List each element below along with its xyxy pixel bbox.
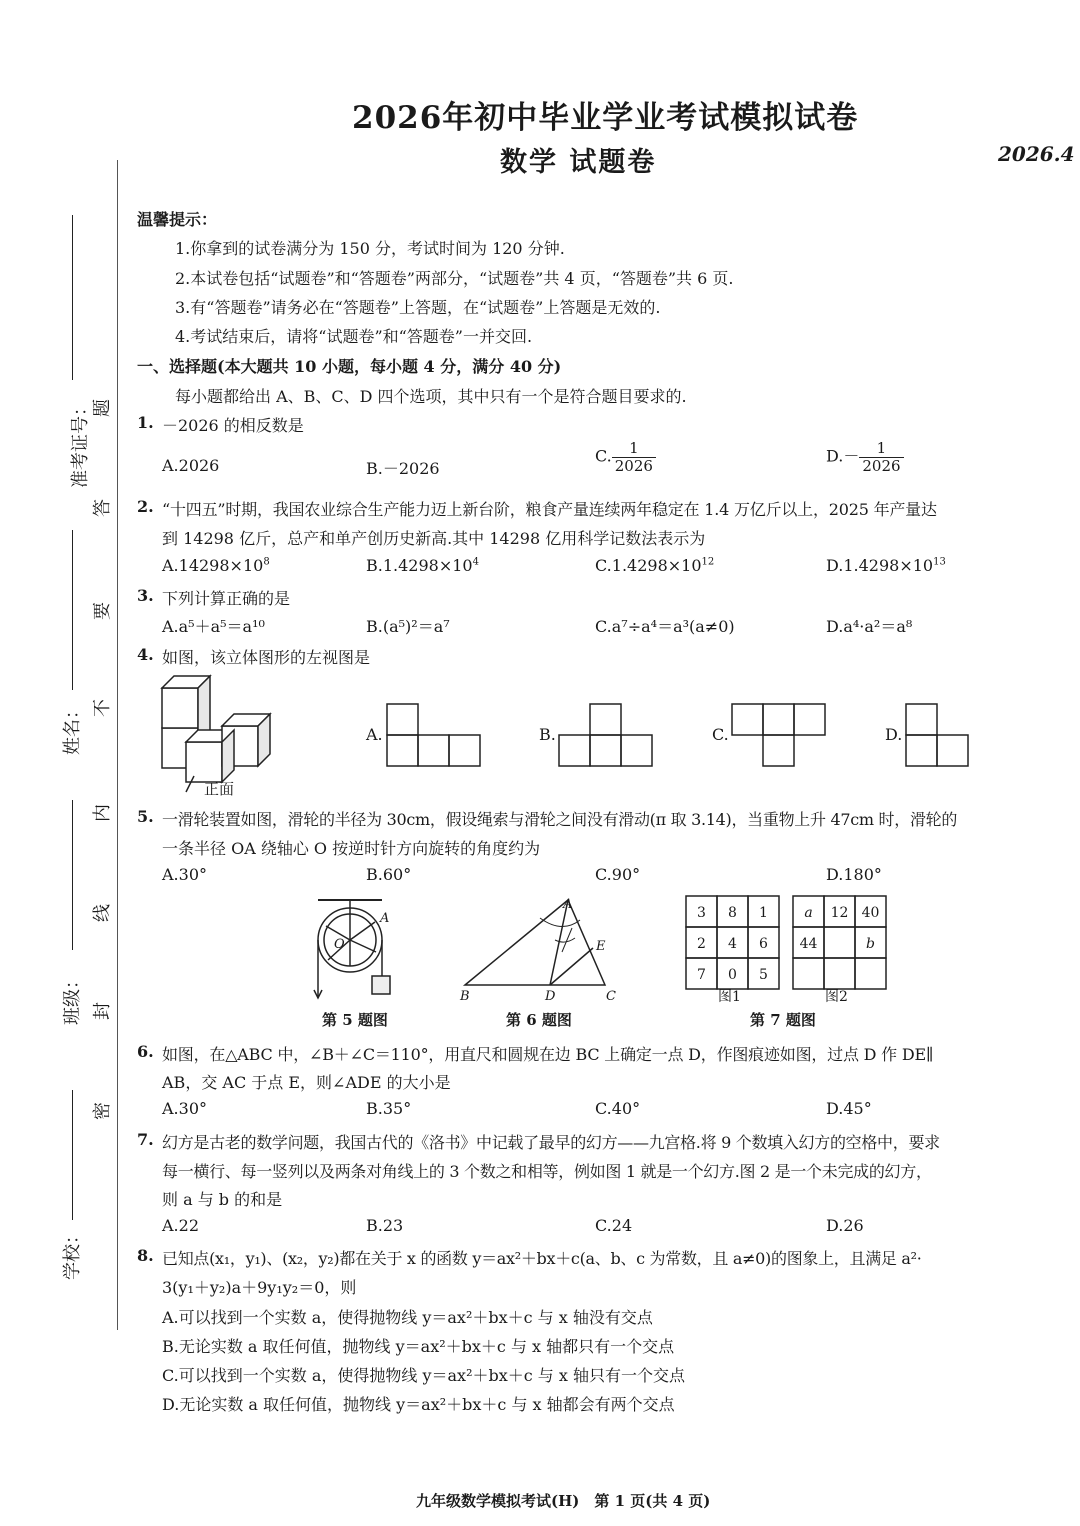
figures-row [300, 890, 900, 1035]
magic-square-value: 8 [728, 905, 737, 921]
magic-square-cell [793, 958, 824, 989]
q1-c-prefix: C. [595, 446, 612, 466]
fig6-triangle [465, 900, 605, 985]
q4-option-d-figure [906, 704, 968, 766]
magic-square-value: 40 [861, 905, 880, 921]
q2-option-c [595, 556, 714, 575]
q8-line1: 已知点(x₁，y₁)、(x₂，y₂)都在关于 x 的函数 y＝ax²＋bx＋c(a、b、c 为常数，且 a≠0)的图象上，且满足 a²· [162, 1249, 922, 1268]
q4-option-d: D. [885, 725, 903, 744]
seal-char: 内 [92, 804, 113, 822]
q4-option-a-figure [387, 704, 480, 766]
seal-char: 密 [92, 1102, 113, 1120]
fig6-label-a: A [563, 897, 573, 912]
fig5-label-a: A [380, 911, 390, 926]
q4-option-c: C. [712, 725, 729, 744]
q8-number: 8. [137, 1246, 154, 1265]
q1-option-c [595, 440, 656, 474]
seal-char: 题 [92, 399, 113, 417]
magic-square-value: a [804, 905, 813, 921]
q8-option-b: B.无论实数 a 取任何值，抛物线 y＝ax²＋bx＋c 与 x 轴都只有一个交点 [162, 1337, 675, 1356]
q5-number: 5. [137, 807, 154, 826]
fig7-label-2: 图2 [825, 989, 848, 1005]
q1-option-a: A.2026 [162, 456, 220, 475]
q6-line1: 如图，在△ABC 中，∠B＋∠C＝110°，用直尺和圆规在边 BC 上确定一点 D，作图痕迹如图，过点 D 作 DE∥ [162, 1045, 934, 1064]
magic-square-cell [824, 958, 855, 989]
q4-option-b: B. [539, 725, 556, 744]
fig5-label-o: O [334, 937, 345, 952]
fraction-denominator: 2026 [614, 456, 653, 475]
q7-option-a: A.22 [162, 1216, 199, 1235]
q6-line2: AB，交 AC 于点 E，则∠ADE 的大小是 [162, 1073, 451, 1092]
magic-square-cell [855, 958, 886, 989]
label-school: 学校： [62, 1226, 83, 1280]
seal-char: 要 [92, 602, 113, 620]
seal-char: 封 [92, 1002, 113, 1020]
q8-option-a: A.可以找到一个实数 a，使得抛物线 y＝ax²＋bx＋c 与 x 轴没有交点 [162, 1308, 653, 1327]
tip-item: 3.有“答题卷”请务必在“答题卷”上答题，在“试题卷”上答题是无效的. [175, 298, 661, 317]
q5-option-c: C.90° [595, 865, 641, 884]
exam-title: 2026年初中毕业学业考试模拟试卷 [352, 100, 859, 136]
q3-number: 3. [137, 586, 154, 605]
q5-line1: 一滑轮装置如图，滑轮的半径为 30cm，假设绳索与滑轮之间没有滑动(π 取 3.14)，当重物上升 47cm 时，滑轮的 [162, 810, 958, 829]
magic-square-value: 4 [728, 936, 737, 952]
q1-d-prefix: D.－ [826, 446, 860, 466]
magic-square-value: 0 [728, 967, 737, 983]
magic-square-value: 12 [830, 905, 849, 921]
magic-square-value: 2 [697, 936, 706, 952]
q3-option-d: D.a⁴·a²＝a⁸ [826, 617, 913, 636]
q6-number: 6. [137, 1042, 154, 1061]
option-text: B.1.4298×10 [366, 556, 473, 575]
section-instruction: 每小题都给出 A、B、C、D 四个选项，其中只有一个是符合题目要求的. [175, 387, 687, 406]
q8-option-d: D.无论实数 a 取任何值，抛物线 y＝ax²＋bx＋c 与 x 轴都会有两个交点 [162, 1395, 675, 1414]
q1-c-fraction [612, 440, 656, 474]
q7-option-c: C.24 [595, 1216, 633, 1235]
binding-line [72, 800, 73, 950]
fig7-magic-square-1 [686, 896, 779, 989]
magic-square-value: 44 [799, 936, 818, 952]
magic-square-cell [824, 927, 855, 958]
fig6-label-c: C [606, 989, 616, 1004]
magic-square-value: 7 [697, 967, 706, 983]
q4-stem: 如图，该立体图形的左视图是 [162, 648, 371, 667]
magic-square-value: 1 [759, 905, 768, 921]
q6-option-a: A.30° [162, 1099, 207, 1118]
q4-option-c-figure [732, 704, 825, 766]
magic-square-value: 5 [759, 967, 768, 983]
exam-subtitle: 数学 试题卷 [500, 147, 657, 178]
fraction-denominator: 2026 [862, 456, 901, 475]
q4-number: 4. [137, 645, 154, 664]
q7-line1: 幻方是古老的数学问题，我国古代的《洛书》中记载了最早的幻方——九宫格.将 9 个数填入幻方的空格中，要求 [162, 1133, 940, 1152]
label-exam-number: 准考证号： [70, 398, 91, 488]
q7-line3: 则 a 与 b 的和是 [162, 1190, 283, 1209]
q2-option-d [826, 556, 946, 575]
q1-stem: －2026 的相反数是 [162, 416, 304, 435]
q5-option-b: B.60° [366, 865, 412, 884]
fig6-label-b: B [460, 989, 470, 1004]
label-class: 班级： [62, 971, 83, 1025]
seal-char: 不 [92, 699, 113, 717]
fig7-caption: 第 7 题图 [750, 1011, 816, 1029]
q6-option-b: B.35° [366, 1099, 412, 1118]
q7-option-b: B.23 [366, 1216, 404, 1235]
option-text: C.1.4298×10 [595, 556, 702, 575]
exponent: 8 [263, 556, 270, 568]
page-footer: 九年级数学模拟考试(H) 第 1 页(共 4 页) [416, 1492, 711, 1510]
fraction-numerator: 1 [612, 440, 656, 458]
q4-figures [150, 670, 1030, 800]
q7-line2: 每一横行、每一竖列以及两条对角线上的 3 个数之和相等，例如图 1 就是一个幻方.图 2 是一个未完成的幻方， [162, 1162, 932, 1181]
q8-line2: 3(y₁＋y₂)a＋9y₁y₂＝0，则 [162, 1278, 357, 1297]
fig6-label-d: D [545, 989, 556, 1004]
q2-number: 2. [137, 497, 154, 516]
binding-line [72, 215, 73, 380]
tip-item: 4.考试结束后，请将“试题卷”和“答题卷”一并交回. [175, 327, 533, 346]
q1-number: 1. [137, 413, 154, 432]
label-name: 姓名： [62, 701, 83, 755]
tip-item: 2.本试卷包括“试题卷”和“答题卷”两部分，“试题卷”共 4 页，“答题卷”共 6 页. [175, 269, 734, 288]
fig7-label-1: 图1 [718, 989, 741, 1005]
fig7-magic-square-2 [793, 896, 886, 989]
exponent: 4 [472, 556, 479, 568]
fig5-caption: 第 5 题图 [322, 1011, 388, 1029]
q4-solid-figure [162, 676, 270, 792]
magic-square-value: 6 [759, 936, 768, 952]
q7-option-d: D.26 [826, 1216, 864, 1235]
exam-date: 2026.4 [998, 142, 1075, 166]
q2-option-b [366, 556, 479, 575]
section-heading: 一、选择题(本大题共 10 小题，每小题 4 分，满分 40 分) [137, 357, 562, 376]
tip-item: 1.你拿到的试卷满分为 150 分，考试时间为 120 分钟. [175, 239, 565, 258]
q5-option-a: A.30° [162, 865, 207, 884]
option-text: D.1.4298×10 [826, 556, 934, 575]
exponent: 12 [701, 556, 715, 568]
tips-heading: 温馨提示： [137, 210, 218, 229]
q3-option-b: B.(a⁵)²＝a⁷ [366, 617, 450, 636]
q1-option-b: B.－2026 [366, 459, 440, 478]
q3-option-a: A.a⁵＋a⁵＝a¹⁰ [162, 617, 265, 636]
magic-square-value: b [866, 936, 875, 952]
q4-front-label: 正面 [204, 780, 235, 798]
q3-option-c: C.a⁷÷a⁴＝a³(a≠0) [595, 617, 735, 636]
q2-line2: 到 14298 亿斤，总产和单产创历史新高.其中 14298 亿用科学记数法表示为 [162, 529, 706, 548]
q6-option-c: C.40° [595, 1099, 641, 1118]
q1-d-fraction [859, 440, 903, 474]
seal-char: 线 [92, 904, 113, 922]
q2-option-a [162, 556, 270, 575]
q4-option-a: A. [366, 725, 383, 744]
option-text: A.14298×10 [162, 556, 264, 575]
magic-square-value: 3 [697, 905, 706, 921]
fraction-numerator: 1 [859, 440, 903, 458]
q8-option-c: C.可以找到一个实数 a，使得抛物线 y＝ax²＋bx＋c 与 x 轴只有一个交点 [162, 1366, 685, 1385]
fig5-pulley [314, 900, 390, 998]
q6-option-d: D.45° [826, 1099, 872, 1118]
seal-char: 答 [92, 499, 113, 517]
fig6-label-e: E [596, 939, 606, 954]
q7-number: 7. [137, 1130, 154, 1149]
q4-option-b-figure [559, 704, 652, 766]
binding-line [72, 530, 73, 690]
fig6-caption: 第 6 题图 [506, 1011, 572, 1029]
binding-line [72, 1090, 73, 1220]
q1-option-d [826, 440, 904, 474]
q2-line1: “十四五”时期，我国农业综合生产能力迈上新台阶，粮食产量连续两年稳定在 1.4 万亿斤以上，2025 年产量达 [162, 500, 937, 519]
exponent: 13 [933, 556, 946, 568]
q5-option-d: D.180° [826, 865, 882, 884]
seal-line [117, 160, 118, 1330]
q5-line2: 一条半径 OA 绕轴心 O 按逆时针方向旋转的角度约为 [162, 839, 541, 858]
q3-stem: 下列计算正确的是 [162, 589, 291, 608]
